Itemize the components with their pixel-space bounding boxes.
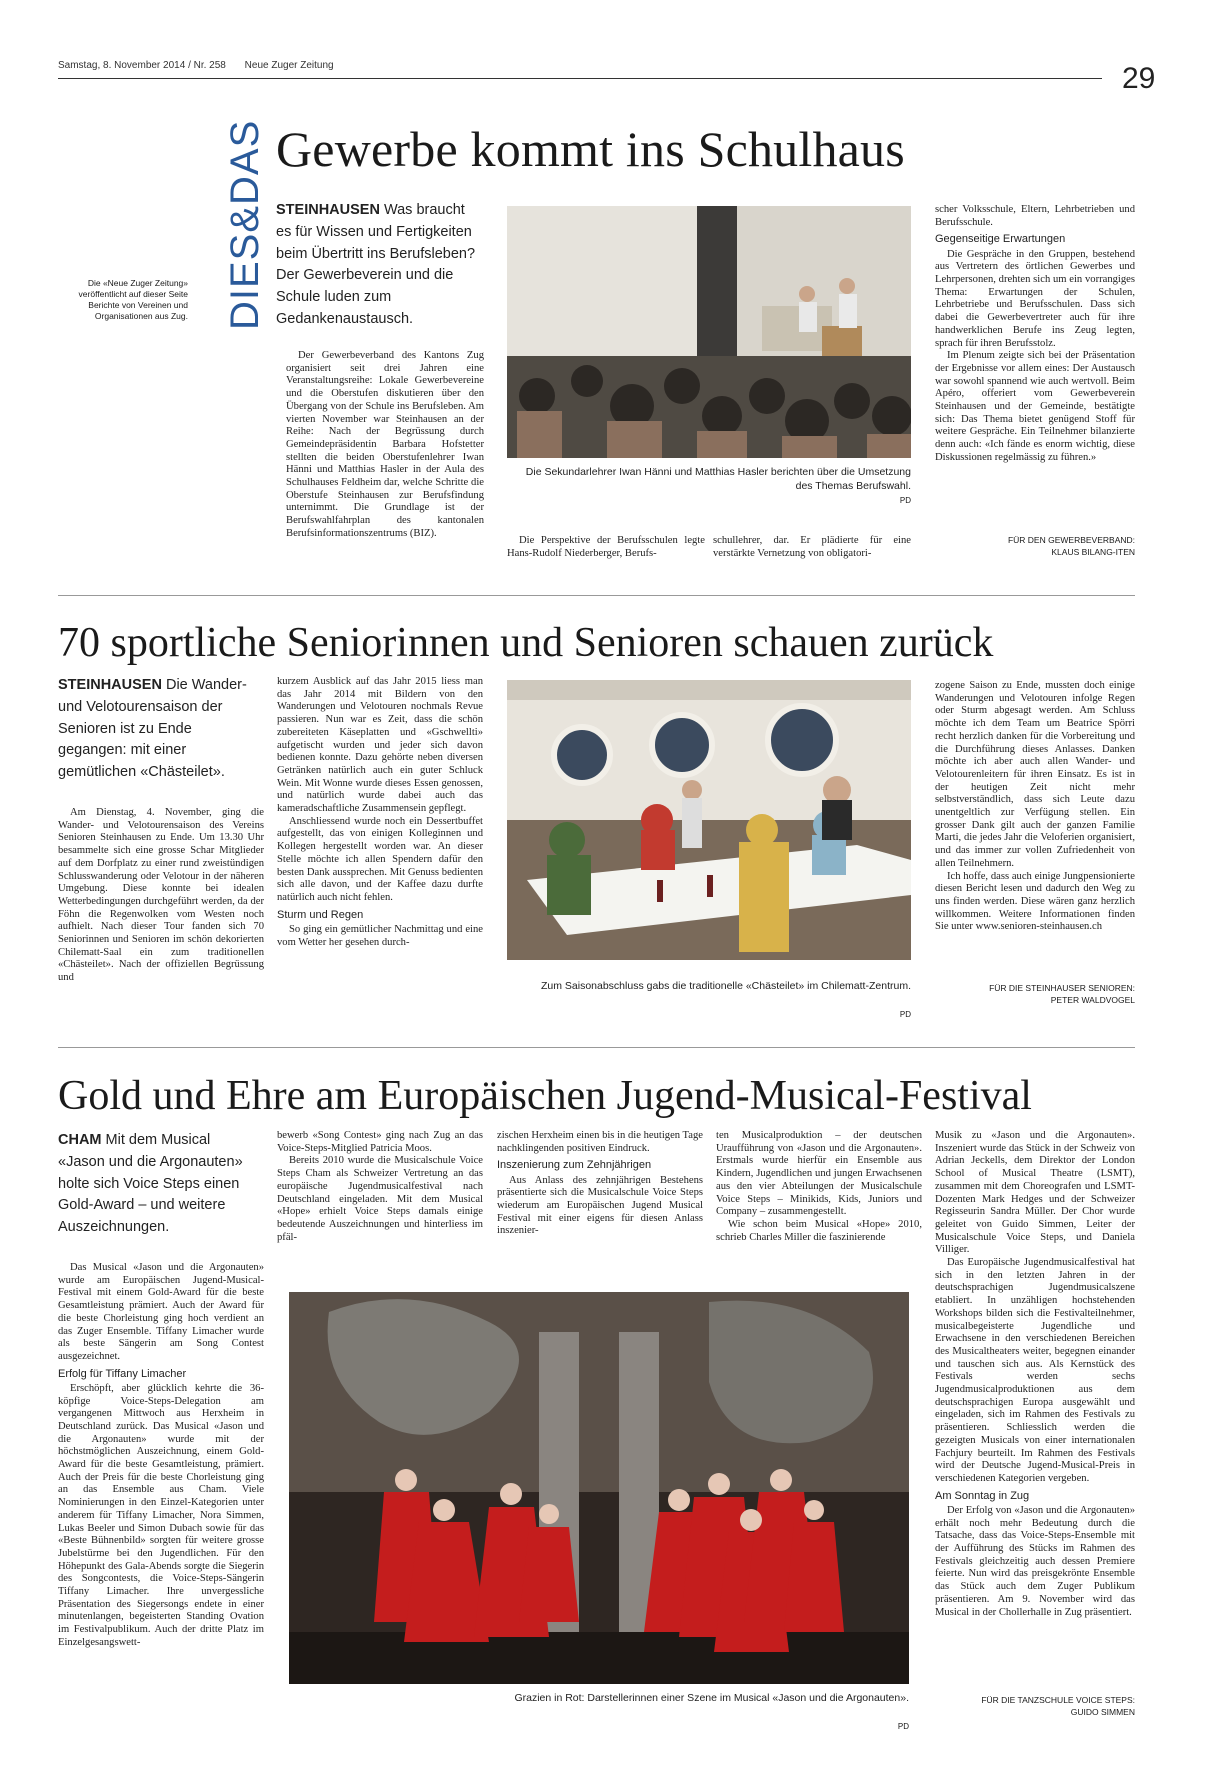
chaesteilet-photo-illustration bbox=[507, 680, 911, 960]
article2-subhead: Sturm und Regen bbox=[277, 908, 364, 921]
article3-col3: zischen Herxheim einen bis in die heutigen Tage nachklingenden positiven Eindruck. Inszenierung zum Zehnjährigen Aus Anlass des zehnjährigen Bestehens präsentierte sich die Musicalschule Voice Steps wiederum am Europäischen Jugend Musical Festival mit einer eigens für diesen Anlass inszenier- bbox=[497, 1130, 703, 1237]
article2-credit: PD bbox=[899, 1010, 911, 1019]
article2-col2: kurzem Ausblick auf das Jahr 2015 liess man das Jahr 2014 mit Bildern von den Wanderungen und Velotouren nochmals Revue passieren. Nun war es Zeit, dass die schön zubereiteten Käseplatten und «Gschwellti» aufgetischt wurden und jeder sich davon bedienen konnte. Dazu gehörte neben diversen Getränken natürlich auch ein guter Schluck Wein. Mit Wonne wurde dieses Essen genossen, und natürlich wurde dabei auch das kameradschaftliche Zusammensein gepflegt. Anschliessend wurde noch ein Dessertbuffet aufgestellt, das von einigen Kolleginnen und Kollegen hergestellt worden war. An dieser Stelle möchte ich allen Spendern dafür den besten Dank aussprechen. Mit Genuss bedienten sich alle davon, und der Kaffee dazu durfte natürlich auch nicht fehlen. Sturm und Regen So ging ein gemütlicher Nachmittag und eine vom Wetter her gesehen durch- bbox=[277, 676, 483, 948]
article1-caption: Die Sekundarlehrer Iwan Hänni und Matthias Hasler berichten über die Umsetzung des Themas Berufswahl. bbox=[525, 466, 911, 492]
musical-stage-photo-illustration bbox=[289, 1292, 909, 1684]
article1-col2: Die Perspektive der Berufsschulen legte Hans-Rudolf Niederberger, Berufs- bbox=[507, 535, 705, 559]
article1-lead bbox=[276, 200, 478, 331]
article2-caption: Zum Saisonabschluss gabs die traditionelle «Chästeilet» im Chilematt-Zentrum. bbox=[540, 980, 911, 992]
article3-col4: ten Musicalproduktion – der deutschen Uraufführung von «Jason und die Argonauten». Erstmals wurde hierfür ein Ensemble aus Kindern, Jugendlichen und jungen Erwachsenen aus den vier Abteilungen der Musicalschule Voice Steps – Minikids, Kids, Juniors und Company – zusammengestellt. Wie schon beim Musical «Hope» 2010, schrieb Charles Miller die faszinierende bbox=[716, 1130, 922, 1243]
section-tag: DIES&DAS bbox=[223, 119, 267, 330]
article2-col1: Am Dienstag, 4. November, ging die Wander- und Velotourensaison des Vereins Senioren Steinhausen zu Ende. Um 13.30 Uhr besammelte sich eine grosse Schar Mitglieder auf dem Dorfplatz zu einer rund zweistündigen Schlusswanderung oder Velotour in der näheren Umgebung. Diese konnte bei idealen Wetterbedingungen durchgeführt werden, da der Föhn die Regenwolken vom Westen noch aufhielt. Nach dieser Tour fanden sich 70 Seniorinnen und Senioren im schön dekorierten Chilematt-Saal ein zum traditionellen «Chästeilet». Nach der offiziellen Begrüssung und bbox=[58, 807, 264, 984]
article3-headline: Gold und Ehre am Europäischen Jugend-Musical-Festival bbox=[58, 1073, 1032, 1119]
divider-1 bbox=[58, 595, 1135, 596]
article3-lead: CHAM Mit dem Musical «Jason und die Argonauten» holte sich Voice Steps einen Gold-Award – und weitere Auszeichnungen. bbox=[58, 1132, 243, 1235]
article2-signature: FÜR DIE STEINHAUSER SENIOREN: PETER WALDVOGEL bbox=[989, 983, 1135, 1005]
page-number: 29 bbox=[1122, 62, 1156, 95]
article2-headline: 70 sportliche Seniorinnen und Senioren schauen zurück bbox=[58, 620, 994, 666]
article2-photo bbox=[507, 680, 911, 960]
issue-date: Samstag, 8. November 2014 / Nr. 258 bbox=[58, 60, 226, 71]
article3-signature: FÜR DIE TANZSCHULE VOICE STEPS: GUIDO SIMMEN bbox=[981, 1695, 1135, 1717]
paper-name: Neue Zuger Zeitung bbox=[244, 60, 334, 71]
article3-caption: Grazien in Rot: Darstellerinnen einer Szene im Musical «Jason und die Argonauten». bbox=[514, 1692, 909, 1704]
article3-subhead3: Am Sonntag in Zug bbox=[935, 1489, 1030, 1502]
masthead-rule bbox=[58, 78, 1102, 79]
article1-credit: PD bbox=[899, 496, 911, 505]
article1-headline: Gewerbe kommt ins Schulhaus bbox=[276, 121, 905, 177]
section-note: Die «Neue Zuger Zeitung» veröffentlicht auf dieser Seite Berichte von Vereinen und Organisationen aus Zug. bbox=[78, 278, 188, 322]
article1-col3: schullehrer, dar. Er plädierte für eine verstärkte Vernetzung von obligatori- bbox=[713, 535, 911, 559]
article3-location: CHAM bbox=[58, 1132, 102, 1148]
aula-photo-illustration bbox=[507, 206, 911, 458]
article3-credit: PD bbox=[897, 1722, 909, 1731]
article3-photo bbox=[289, 1292, 909, 1684]
article3-col1: Das Musical «Jason und die Argonauten» wurde am Europäischen Jugend-Musical-Festival mit einem Gold-Award für die beste Gesamtleistung prämiert. Auch der Award für die beste Chorleistung ging hoch verdient an das Zuger Ensemble. Tiffany Limacher wurde als beste Sängerin am Song Contest ausgezeichnet. Erfolg für Tiffany Limacher Erschöpft, aber glücklich kehrte die 36-köpfige Voice-Steps-Delegation am vergangenen Mittwoch aus Herxheim in Deutschland zurück. Das Musical «Jason und die Argonauten» wurde mit der höchstmöglichen Auszeichnung, einem Gold-Award für die beste Gesamtleistung, prämiert. Auch der Preis für die beste Chorleistung ging an das Ensemble aus Cham. Viele Nominierungen in den Einzel-Kategorien unter anderem für Tiffany Limacher, Nora Simmen, Lukas Beeler und Simon Dubach sowie für das «Beste Bühnenbild» sorgten für weitere grosse Jubelstürme bei den Jugendlichen. Für den Höhepunkt des Gala-Abends sorgte die Siegerin des Songcontests, die Voice-Steps-Sängerin Tiffany Limacher. Ihre unvergessliche Präsentation des Siegersongs endete in einer minutenlangen, begeisterten Standing Ovation im Festivalpublikum. Auch der dritte Platz im Einzelgesangswett- bbox=[58, 1262, 264, 1648]
article3-col5: Musik zu «Jason und die Argonauten». Inszeniert wurde das Stück in der Schweiz von Adrian Jeckells, dem Direktor der London School of Musical Theatre (LSMT), zusammen mit dem Choreografen und LSMT-Dozenten Mark Hedges und der Schweizer Regisseurin Sandra Müller. Der Chor wurde geleitet von Guido Simmen, Leiter der Musicalschule Voice Steps, und Daniela Villiger. Das Europäische Jugendmusicalfestival hat sich in den letzten Jahren in der deutschsprachigen Jugendmusicalszene etabliert. In unzähligen hochstehenden Workshops bilden sich die Festivalteilnehmer, musicalbegeisterte Jugendliche und Erwachsene in den verschiedenen Bereichen des Musicaltheaters weiter, begegnen einander und tauschen sich aus. Als Kernstück des Festivals werden sechs Jugendmusicalproduktionen aus dem deutschsprachigen Europa ausgewählt und eingeladen, sich im Rahmen des Festivals zu präsentieren. Schliesslich werden die gezeigten Musicals von einer internationalen Fachjury beurteilt. Im Rahmen des Festivals wird der Deutsche Jugend-Musical-Preis in verschiedenen Kategorien vergeben. Am Sonntag in Zug Der Erfolg von «Jason und die Argonauten» erhält noch mehr Bedeutung durch die Tatsache, dass das Voice-Steps-Ensemble mit der Aufführung des Stücks im Rahmen des Festivals gleichzeitig auch dessen Premiere feierte. Nun wird das preisgekrönte Ensemble das Stück auch dem Zuger Publikum präsentieren. Am 9. November wird das Musical in der Chollerhalle in Zug präsentiert. bbox=[935, 1130, 1135, 1618]
article1-signature: FÜR DEN GEWERBEVERBAND: KLAUS BILANG-ITEN bbox=[1007, 535, 1135, 557]
article1-location: STEINHAUSEN bbox=[276, 202, 380, 218]
divider-2 bbox=[58, 1047, 1135, 1048]
article2-location: STEINHAUSEN bbox=[58, 677, 162, 693]
article1-lead-text: Was braucht es für Wissen und Fertigkeiten beim Übertritt ins Berufsleben? Der Gewerbeverein und die Schule luden zum Gedankenaustausch. bbox=[276, 202, 476, 327]
masthead bbox=[58, 60, 334, 71]
article2-col3: zogene Saison zu Ende, mussten doch einige Wanderungen und Velotouren infolge Regen oder Sturm abgesagt werden. Am Schluss möchte ich dem Team um Beatrice Spörri recht herzlich danken für die Vorbereitung und die Durchführung dieses Anlasses. Danken möchte ich aber auch allen Wander- und Velotourenleitern für ihren Einsatz. Es ist in der heutigen Zeit nicht mehr selbstverständlich, dass sich Leute dazu unentgeltlich zur Verfügung stellen. Ein grosser Dank gilt auch der ganzen Familie Marti, die jedes Jahr die Veloferien organisiert, und das immer zur vollen Zufriedenheit von allen Teilnehmern. Ich hoffe, dass auch einige Jungpensionierte diesen Bericht lesen und dadurch den Weg zu uns finden werden. Diese wären ganz herzlich willkommen. Weitere Informationen finden Sie unter www.senioren-steinhausen.ch bbox=[935, 680, 1135, 933]
article2-lead: STEINHAUSEN Die Wander- und Velotourensaison der Senioren ist zu Ende gegangen: mit einer gemütlichen «Chästeilet». bbox=[58, 677, 247, 780]
article3-subhead1: Erfolg für Tiffany Limacher bbox=[58, 1367, 187, 1380]
article1-col1: Der Gewerbeverband des Kantons Zug organisiert seit drei Jahren eine Veranstaltungsreihe: Lokale Gewerbevereine und die Oberstufen diskutieren über den Übergang von der Schule ins Berufsleben. Am vierten November war Steinhausen an der Reihe: Nach der Begrüssung durch Gemeindepräsidentin Barbara Hofstetter stellten die beiden Oberstufenlehrer Iwan Hänni und Matthias Hasler in der Aula des Schulhauses Feldheim dar, welche Schritte die Oberstufe Steinhausen zur Berufsfindung unternimmt. Die Grundlage ist der Berufswahlfahrplan des kantonalen Berufsinformationszentrums (BIZ). bbox=[286, 350, 484, 539]
article1-subhead: Gegenseitige Erwartungen bbox=[935, 233, 1066, 246]
article3-subhead2: Inszenierung zum Zehnjährigen bbox=[497, 1159, 652, 1172]
article1-photo bbox=[507, 206, 911, 458]
article1-col4: scher Volksschule, Eltern, Lehrbetrieben und Berufsschule. Gegenseitige Erwartungen Die Gespräche in den Gruppen, bestehend aus Vertretern des örtlichen Gewerbes und Lehrpersonen, drehten sich um ein vorrangiges Thema: Erwartungen der Schulen, Lehrbetriebe und Berufsschulen. Dass sich dabei die Gewerbevertreter auch für ihre handwerklichen Berufe ins Zeug legten, sprach für ihren Berufsstolz. Im Plenum zeigte sich bei der Präsentation der Ergebnisse vor allem eines: Der Austausch war sowohl spannend wie auch wertvoll. Beim Apéro, offeriert vom Gewerbeverein Steinhausen und der Gemeinde, bestätigte sich: Das Thema bietet genügend Stoff für weitere Gespräche. Ein Teilnehmer bilanzierte denn auch: «Ich fände es enorm wichtig, diese Diskussionen regelmässig zu führen.» bbox=[935, 204, 1135, 463]
article3-col2: bewerb «Song Contest» ging nach Zug an das Voice-Steps-Mitglied Patricia Moos. Bereits 2010 wurde die Musicalschule Voice Steps Cham als Schweizer Vertretung an das europäische Jugendmusicalfestival nach Deutschland eingeladen. Mit dem Musical «Hope» erhielt Voice Steps damals einige bedeutende Auszeichnungen und hinterliess im pfäl- bbox=[277, 1130, 483, 1243]
